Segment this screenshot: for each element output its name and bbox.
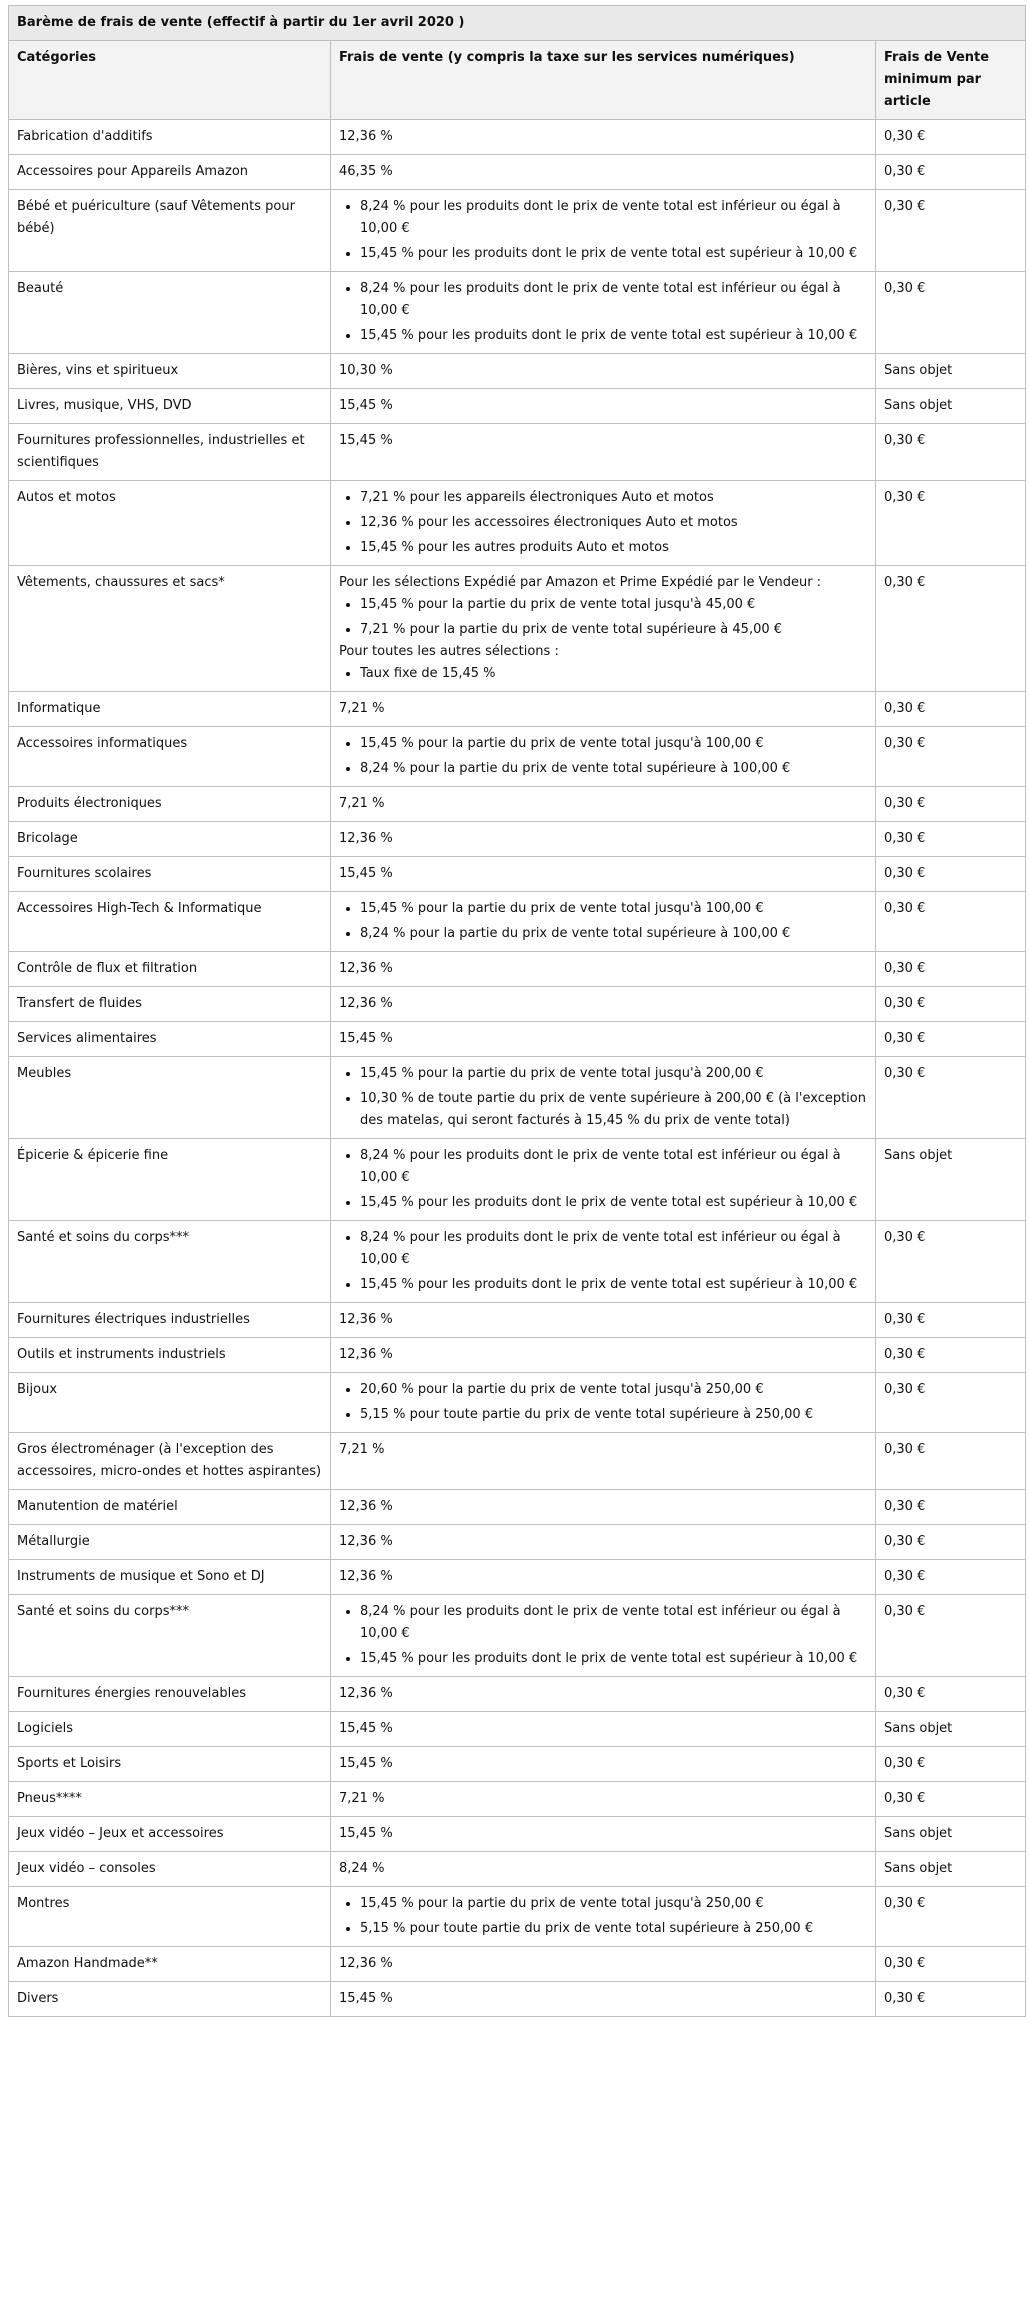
- fee-list: [339, 1145, 867, 1214]
- minimum-fee-cell: 0,30 €: [876, 190, 1026, 272]
- fee-list-item: • 8,24 % pour la partie du prix de vente total supérieure à 100,00 €: [360, 758, 867, 780]
- table-row: [9, 1947, 1026, 1982]
- table-row: [9, 1303, 1026, 1338]
- table-header-row: [9, 41, 1026, 120]
- category-cell: Santé et soins du corps***: [9, 1595, 331, 1677]
- fee-cell: 15,45 %: [331, 389, 876, 424]
- fee-list-item: • 15,45 % pour la partie du prix de vente total jusqu'à 45,00 €: [360, 594, 867, 616]
- fee-cell: 12,36 %: [331, 987, 876, 1022]
- table-row: [9, 952, 1026, 987]
- minimum-fee-cell: 0,30 €: [876, 1433, 1026, 1490]
- fee-cell: 15,45 %: [331, 1022, 876, 1057]
- category-cell: Transfert de fluides: [9, 987, 331, 1022]
- fee-list-item: • 15,45 % pour la partie du prix de vente total jusqu'à 250,00 €: [360, 1893, 867, 1915]
- minimum-fee-cell: 0,30 €: [876, 1982, 1026, 2017]
- table-row: [9, 190, 1026, 272]
- fee-cell: 12,36 %: [331, 1303, 876, 1338]
- fee-cell: [331, 1057, 876, 1139]
- fee-table-container: [8, 5, 1025, 2017]
- fee-cell: 7,21 %: [331, 1433, 876, 1490]
- minimum-fee-cell: 0,30 €: [876, 1373, 1026, 1433]
- table-row: [9, 1560, 1026, 1595]
- fee-list-item: • 15,45 % pour les produits dont le prix de vente total est supérieur à 10,00 €: [360, 243, 867, 265]
- category-cell: Vêtements, chaussures et sacs*: [9, 566, 331, 692]
- fee-cell: 7,21 %: [331, 1782, 876, 1817]
- minimum-fee-cell: 0,30 €: [876, 987, 1026, 1022]
- minimum-fee-cell: Sans objet: [876, 1852, 1026, 1887]
- table-body: [9, 120, 1026, 2017]
- fee-cell: [331, 272, 876, 354]
- fee-list-item: • 8,24 % pour la partie du prix de vente total supérieure à 100,00 €: [360, 923, 867, 945]
- minimum-fee-cell: 0,30 €: [876, 1338, 1026, 1373]
- fee-list-item: • 20,60 % pour la partie du prix de vente total jusqu'à 250,00 €: [360, 1379, 867, 1401]
- fee-intro: Pour les sélections Expédié par Amazon et Prime Expédié par le Vendeur :: [339, 575, 822, 590]
- fee-cell: 10,30 %: [331, 354, 876, 389]
- table-row: [9, 272, 1026, 354]
- fee-cell: [331, 566, 876, 692]
- fee-cell: [331, 481, 876, 566]
- category-cell: Fabrication d'additifs: [9, 120, 331, 155]
- fee-cell: 12,36 %: [331, 1947, 876, 1982]
- category-cell: Gros électroménager (à l'exception des accessoires, micro-ondes et hottes aspirantes): [9, 1433, 331, 1490]
- fee-list-item: • 15,45 % pour la partie du prix de vente total jusqu'à 100,00 €: [360, 733, 867, 755]
- minimum-fee-cell: 0,30 €: [876, 892, 1026, 952]
- fee-cell: 12,36 %: [331, 822, 876, 857]
- fee-list-item: • 7,21 % pour la partie du prix de vente total supérieure à 45,00 €: [360, 619, 867, 641]
- category-cell: Instruments de musique et Sono et DJ: [9, 1560, 331, 1595]
- table-row: [9, 566, 1026, 692]
- fee-cell: 46,35 %: [331, 155, 876, 190]
- table-row: [9, 822, 1026, 857]
- table-row: [9, 1525, 1026, 1560]
- table-row: [9, 1852, 1026, 1887]
- table-row: [9, 1433, 1026, 1490]
- fee-cell: [331, 727, 876, 787]
- category-cell: Divers: [9, 1982, 331, 2017]
- fee-list-item: • 8,24 % pour les produits dont le prix de vente total est inférieur ou égal à 10,00 €: [360, 1601, 867, 1645]
- fee-table: [8, 5, 1026, 2017]
- fee-cell: 8,24 %: [331, 1852, 876, 1887]
- minimum-fee-cell: 0,30 €: [876, 1782, 1026, 1817]
- category-cell: Fournitures scolaires: [9, 857, 331, 892]
- minimum-fee-cell: 0,30 €: [876, 424, 1026, 481]
- fee-cell: [331, 1887, 876, 1947]
- table-row: [9, 1595, 1026, 1677]
- table-row: [9, 787, 1026, 822]
- table-row: [9, 692, 1026, 727]
- table-row: [9, 1139, 1026, 1221]
- fee-cell: 7,21 %: [331, 787, 876, 822]
- category-cell: Montres: [9, 1887, 331, 1947]
- header-fee: Frais de vente (y compris la taxe sur les services numériques): [331, 41, 876, 120]
- minimum-fee-cell: 0,30 €: [876, 1887, 1026, 1947]
- fee-list: [339, 1227, 867, 1296]
- table-row: [9, 1887, 1026, 1947]
- minimum-fee-cell: 0,30 €: [876, 1747, 1026, 1782]
- table-row: [9, 987, 1026, 1022]
- minimum-fee-cell: 0,30 €: [876, 1221, 1026, 1303]
- fee-list: [339, 1379, 867, 1426]
- category-cell: Autos et motos: [9, 481, 331, 566]
- minimum-fee-cell: 0,30 €: [876, 566, 1026, 692]
- fee-cell: 15,45 %: [331, 857, 876, 892]
- minimum-fee-cell: 0,30 €: [876, 1947, 1026, 1982]
- fee-cell: 15,45 %: [331, 1712, 876, 1747]
- minimum-fee-cell: 0,30 €: [876, 727, 1026, 787]
- fee-list: [339, 487, 867, 559]
- category-cell: Bières, vins et spiritueux: [9, 354, 331, 389]
- fee-list-item: • 15,45 % pour les produits dont le prix de vente total est supérieur à 10,00 €: [360, 1192, 867, 1214]
- fee-cell: 12,36 %: [331, 1525, 876, 1560]
- minimum-fee-cell: Sans objet: [876, 1817, 1026, 1852]
- fee-list: [339, 898, 867, 945]
- fee-cell: 12,36 %: [331, 1677, 876, 1712]
- minimum-fee-cell: 0,30 €: [876, 272, 1026, 354]
- fee-list-item: • 5,15 % pour toute partie du prix de vente total supérieure à 250,00 €: [360, 1404, 867, 1426]
- table-row: [9, 1982, 1026, 2017]
- fee-cell: [331, 892, 876, 952]
- fee-list-item: • 15,45 % pour les produits dont le prix de vente total est supérieur à 10,00 €: [360, 325, 867, 347]
- fee-list: [339, 663, 867, 685]
- fee-list-item: • 15,45 % pour la partie du prix de vente total jusqu'à 200,00 €: [360, 1063, 867, 1085]
- table-row: [9, 1677, 1026, 1712]
- fee-cell: 12,36 %: [331, 1338, 876, 1373]
- table-row: [9, 1782, 1026, 1817]
- fee-intro: Pour toutes les autres sélections :: [339, 644, 559, 659]
- fee-cell: [331, 1221, 876, 1303]
- category-cell: Sports et Loisirs: [9, 1747, 331, 1782]
- minimum-fee-cell: 0,30 €: [876, 692, 1026, 727]
- category-cell: Meubles: [9, 1057, 331, 1139]
- table-row: [9, 1712, 1026, 1747]
- fee-list-item: • 15,45 % pour les produits dont le prix de vente total est supérieur à 10,00 €: [360, 1274, 867, 1296]
- table-row: [9, 1490, 1026, 1525]
- category-cell: Fournitures professionnelles, industrielles et scientifiques: [9, 424, 331, 481]
- fee-cell: 15,45 %: [331, 1817, 876, 1852]
- header-category: Catégories: [9, 41, 331, 120]
- fee-cell: 15,45 %: [331, 424, 876, 481]
- minimum-fee-cell: 0,30 €: [876, 1490, 1026, 1525]
- category-cell: Pneus****: [9, 1782, 331, 1817]
- fee-cell: 7,21 %: [331, 692, 876, 727]
- fee-list: [339, 278, 867, 347]
- table-row: [9, 1057, 1026, 1139]
- minimum-fee-cell: 0,30 €: [876, 1022, 1026, 1057]
- category-cell: Logiciels: [9, 1712, 331, 1747]
- fee-list-item: • 5,15 % pour toute partie du prix de vente total supérieure à 250,00 €: [360, 1918, 867, 1940]
- category-cell: Fournitures énergies renouvelables: [9, 1677, 331, 1712]
- minimum-fee-cell: 0,30 €: [876, 787, 1026, 822]
- table-row: [9, 1817, 1026, 1852]
- category-cell: Accessoires informatiques: [9, 727, 331, 787]
- minimum-fee-cell: 0,30 €: [876, 1677, 1026, 1712]
- fee-list-item: • 10,30 % de toute partie du prix de vente supérieure à 200,00 € (à l'exception des matelas, qui seront facturés à 15,45 % du prix de vente total): [360, 1088, 867, 1132]
- category-cell: Amazon Handmade**: [9, 1947, 331, 1982]
- minimum-fee-cell: Sans objet: [876, 1712, 1026, 1747]
- table-row: [9, 155, 1026, 190]
- fee-cell: 12,36 %: [331, 120, 876, 155]
- fee-list-item: • Taux fixe de 15,45 %: [360, 663, 867, 685]
- category-cell: Santé et soins du corps***: [9, 1221, 331, 1303]
- fee-cell: 12,36 %: [331, 952, 876, 987]
- category-cell: Livres, musique, VHS, DVD: [9, 389, 331, 424]
- fee-list-item: • 15,45 % pour les autres produits Auto et motos: [360, 537, 867, 559]
- minimum-fee-cell: Sans objet: [876, 1139, 1026, 1221]
- category-cell: Informatique: [9, 692, 331, 727]
- table-row: [9, 1221, 1026, 1303]
- table-row: [9, 481, 1026, 566]
- minimum-fee-cell: Sans objet: [876, 354, 1026, 389]
- fee-list-item: • 8,24 % pour les produits dont le prix de vente total est inférieur ou égal à 10,00 €: [360, 278, 867, 322]
- minimum-fee-cell: 0,30 €: [876, 1303, 1026, 1338]
- table-row: [9, 1022, 1026, 1057]
- fee-list: [339, 1063, 867, 1132]
- fee-list-item: • 12,36 % pour les accessoires électroniques Auto et motos: [360, 512, 867, 534]
- table-row: [9, 354, 1026, 389]
- table-row: [9, 727, 1026, 787]
- category-cell: Beauté: [9, 272, 331, 354]
- header-minimum-fee: Frais de Vente minimum par article: [876, 41, 1026, 120]
- fee-list: [339, 594, 867, 641]
- fee-list: [339, 196, 867, 265]
- fee-list: [339, 1601, 867, 1670]
- category-cell: Accessoires High-Tech & Informatique: [9, 892, 331, 952]
- fee-cell: [331, 1139, 876, 1221]
- minimum-fee-cell: 0,30 €: [876, 1525, 1026, 1560]
- table-row: [9, 1338, 1026, 1373]
- minimum-fee-cell: 0,30 €: [876, 481, 1026, 566]
- fee-list: [339, 1893, 867, 1940]
- table-row: [9, 120, 1026, 155]
- category-cell: Jeux vidéo – consoles: [9, 1852, 331, 1887]
- category-cell: Bébé et puériculture (sauf Vêtements pour bébé): [9, 190, 331, 272]
- fee-list-item: • 8,24 % pour les produits dont le prix de vente total est inférieur ou égal à 10,00 €: [360, 1145, 867, 1189]
- table-row: [9, 1373, 1026, 1433]
- minimum-fee-cell: Sans objet: [876, 389, 1026, 424]
- table-title-row: [9, 6, 1026, 41]
- fee-list-item: • 15,45 % pour les produits dont le prix de vente total est supérieur à 10,00 €: [360, 1648, 867, 1670]
- fee-cell: [331, 190, 876, 272]
- table-row: [9, 424, 1026, 481]
- minimum-fee-cell: 0,30 €: [876, 822, 1026, 857]
- category-cell: Accessoires pour Appareils Amazon: [9, 155, 331, 190]
- category-cell: Services alimentaires: [9, 1022, 331, 1057]
- minimum-fee-cell: 0,30 €: [876, 1057, 1026, 1139]
- fee-list-item: • 15,45 % pour la partie du prix de vente total jusqu'à 100,00 €: [360, 898, 867, 920]
- minimum-fee-cell: 0,30 €: [876, 1560, 1026, 1595]
- table-row: [9, 1747, 1026, 1782]
- category-cell: Contrôle de flux et filtration: [9, 952, 331, 987]
- fee-list: [339, 733, 867, 780]
- fee-cell: 12,36 %: [331, 1560, 876, 1595]
- category-cell: Bijoux: [9, 1373, 331, 1433]
- minimum-fee-cell: 0,30 €: [876, 857, 1026, 892]
- category-cell: Outils et instruments industriels: [9, 1338, 331, 1373]
- category-cell: Produits électroniques: [9, 787, 331, 822]
- category-cell: Fournitures électriques industrielles: [9, 1303, 331, 1338]
- table-row: [9, 857, 1026, 892]
- table-title: Barème de frais de vente (effectif à partir du 1er avril 2020 ): [9, 6, 1026, 41]
- minimum-fee-cell: 0,30 €: [876, 1595, 1026, 1677]
- category-cell: Métallurgie: [9, 1525, 331, 1560]
- minimum-fee-cell: 0,30 €: [876, 120, 1026, 155]
- minimum-fee-cell: 0,30 €: [876, 952, 1026, 987]
- fee-list-item: • 7,21 % pour les appareils électroniques Auto et motos: [360, 487, 867, 509]
- fee-cell: 12,36 %: [331, 1490, 876, 1525]
- fee-cell: [331, 1595, 876, 1677]
- fee-list-item: • 8,24 % pour les produits dont le prix de vente total est inférieur ou égal à 10,00 €: [360, 1227, 867, 1271]
- category-cell: Jeux vidéo – Jeux et accessoires: [9, 1817, 331, 1852]
- table-row: [9, 389, 1026, 424]
- category-cell: Épicerie & épicerie fine: [9, 1139, 331, 1221]
- fee-cell: 15,45 %: [331, 1982, 876, 2017]
- table-row: [9, 892, 1026, 952]
- fee-cell: 15,45 %: [331, 1747, 876, 1782]
- minimum-fee-cell: 0,30 €: [876, 155, 1026, 190]
- category-cell: Bricolage: [9, 822, 331, 857]
- fee-cell: [331, 1373, 876, 1433]
- category-cell: Manutention de matériel: [9, 1490, 331, 1525]
- fee-list-item: • 8,24 % pour les produits dont le prix de vente total est inférieur ou égal à 10,00 €: [360, 196, 867, 240]
